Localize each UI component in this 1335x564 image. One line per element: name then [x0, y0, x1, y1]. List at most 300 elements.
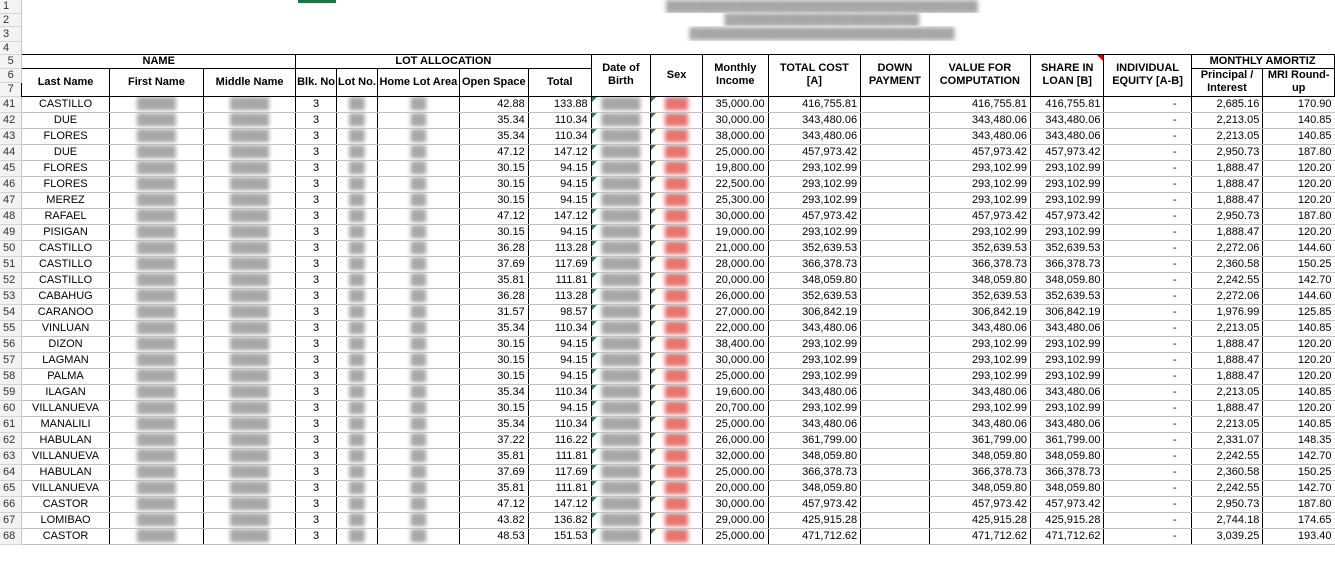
header-value-for-computation[interactable]: VALUE FOR COMPUTATION — [929, 54, 1030, 96]
cell-first-name[interactable] — [109, 432, 203, 448]
cell-date-of-birth[interactable] — [591, 352, 650, 368]
cell-mri-roundup[interactable]: 187.80 — [1263, 144, 1335, 160]
cell-monthly-income[interactable]: 25,300.00 — [703, 192, 769, 208]
cell-date-of-birth[interactable] — [591, 160, 650, 176]
cell-mri-roundup[interactable]: 140.85 — [1263, 112, 1335, 128]
cell-sex[interactable] — [651, 320, 703, 336]
cell-open-space[interactable]: 31.57 — [459, 304, 528, 320]
cell-individual-equity[interactable]: - — [1104, 256, 1191, 272]
cell-last-name[interactable]: PALMA — [22, 368, 109, 384]
cell-down-payment[interactable] — [861, 320, 930, 336]
cell-mri-roundup[interactable]: 120.20 — [1263, 176, 1335, 192]
cell-blk-no[interactable]: 3 — [296, 352, 337, 368]
cell-value-for-computation[interactable]: 293,102.99 — [929, 160, 1030, 176]
cell-share-in-loan[interactable]: 361,799.00 — [1031, 432, 1104, 448]
cell-first-name[interactable] — [109, 304, 203, 320]
cell-total-cost[interactable]: 306,842.19 — [768, 304, 861, 320]
cell-blk-no[interactable]: 3 — [296, 96, 337, 112]
cell-monthly-income[interactable]: 30,000.00 — [703, 112, 769, 128]
cell-lot-no[interactable] — [337, 208, 378, 224]
cell-share-in-loan[interactable]: 425,915.28 — [1031, 512, 1104, 528]
cell-monthly-income[interactable]: 32,000.00 — [703, 448, 769, 464]
cell-total[interactable]: 94.15 — [528, 336, 591, 352]
cell-date-of-birth[interactable] — [591, 96, 650, 112]
cell-value-for-computation[interactable]: 471,712.62 — [929, 528, 1030, 544]
cell-mri-roundup[interactable]: 150.25 — [1263, 464, 1335, 480]
cell-last-name[interactable]: CASTILLO — [22, 256, 109, 272]
cell-sex[interactable] — [651, 528, 703, 544]
cell-down-payment[interactable] — [861, 304, 930, 320]
cell-total[interactable]: 147.12 — [528, 496, 591, 512]
cell-total[interactable]: 113.28 — [528, 240, 591, 256]
cell-value-for-computation[interactable]: 457,973.42 — [929, 496, 1030, 512]
cell-sex[interactable] — [651, 384, 703, 400]
cell-down-payment[interactable] — [861, 496, 930, 512]
cell-mri-roundup[interactable]: 170.90 — [1263, 96, 1335, 112]
cell-value-for-computation[interactable]: 293,102.99 — [929, 352, 1030, 368]
cell-total[interactable]: 117.69 — [528, 464, 591, 480]
cell-mri-roundup[interactable]: 142.70 — [1263, 480, 1335, 496]
cell-last-name[interactable]: ILAGAN — [22, 384, 109, 400]
cell-first-name[interactable] — [109, 480, 203, 496]
cell-mri-roundup[interactable]: 142.70 — [1263, 448, 1335, 464]
cell-sex[interactable] — [651, 400, 703, 416]
cell-value-for-computation[interactable]: 293,102.99 — [929, 336, 1030, 352]
cell-share-in-loan[interactable]: 457,973.42 — [1031, 496, 1104, 512]
cell-monthly-income[interactable]: 26,000.00 — [703, 432, 769, 448]
cell-date-of-birth[interactable] — [591, 480, 650, 496]
cell-value-for-computation[interactable]: 343,480.06 — [929, 384, 1030, 400]
cell-monthly-income[interactable]: 25,000.00 — [703, 368, 769, 384]
cell-lot-no[interactable] — [337, 400, 378, 416]
cell-sex[interactable] — [651, 256, 703, 272]
cell-blk-no[interactable]: 3 — [296, 448, 337, 464]
cell-share-in-loan[interactable]: 348,059.80 — [1031, 480, 1104, 496]
header-middle-name[interactable]: Middle Name — [204, 68, 296, 96]
cell-home-lot-area[interactable] — [377, 272, 459, 288]
cell-share-in-loan[interactable]: 293,102.99 — [1031, 160, 1104, 176]
cell-first-name[interactable] — [109, 496, 203, 512]
cell-monthly-income[interactable]: 22,000.00 — [703, 320, 769, 336]
cell-open-space[interactable]: 47.12 — [459, 208, 528, 224]
cell-lot-no[interactable] — [337, 224, 378, 240]
cell-sex[interactable] — [651, 208, 703, 224]
cell-down-payment[interactable] — [861, 160, 930, 176]
cell-total[interactable]: 94.15 — [528, 400, 591, 416]
cell-middle-name[interactable] — [204, 96, 296, 112]
cell-lot-no[interactable] — [337, 432, 378, 448]
cell-mri-roundup[interactable]: 140.85 — [1263, 128, 1335, 144]
cell-total-cost[interactable]: 457,973.42 — [768, 208, 861, 224]
cell-total[interactable]: 133.88 — [528, 96, 591, 112]
cell-date-of-birth[interactable] — [591, 368, 650, 384]
cell-last-name[interactable]: LAGMAN — [22, 352, 109, 368]
header-individual-equity[interactable]: INDIVIDUAL EQUITY [A-B] — [1104, 54, 1191, 96]
cell-down-payment[interactable] — [861, 336, 930, 352]
cell-lot-no[interactable] — [337, 256, 378, 272]
cell-down-payment[interactable] — [861, 96, 930, 112]
cell-total-cost[interactable]: 343,480.06 — [768, 384, 861, 400]
header-down-payment[interactable]: DOWN PAYMENT — [861, 54, 930, 96]
cell-total[interactable]: 147.12 — [528, 144, 591, 160]
cell-principal-interest[interactable]: 2,685.16 — [1191, 96, 1263, 112]
cell-sex[interactable] — [651, 416, 703, 432]
cell-mri-roundup[interactable]: 187.80 — [1263, 208, 1335, 224]
cell-first-name[interactable] — [109, 176, 203, 192]
cell-share-in-loan[interactable]: 343,480.06 — [1031, 112, 1104, 128]
cell-total-cost[interactable]: 457,973.42 — [768, 144, 861, 160]
cell-first-name[interactable] — [109, 128, 203, 144]
cell-down-payment[interactable] — [861, 512, 930, 528]
cell-lot-no[interactable] — [337, 528, 378, 544]
cell-share-in-loan[interactable]: 457,973.42 — [1031, 144, 1104, 160]
cell-lot-no[interactable] — [337, 112, 378, 128]
cell-share-in-loan[interactable]: 343,480.06 — [1031, 320, 1104, 336]
cell-share-in-loan[interactable]: 293,102.99 — [1031, 336, 1104, 352]
cell-lot-no[interactable] — [337, 384, 378, 400]
cell-open-space[interactable]: 30.15 — [459, 192, 528, 208]
cell-principal-interest[interactable]: 1,888.47 — [1191, 160, 1263, 176]
cell-mri-roundup[interactable]: 150.25 — [1263, 256, 1335, 272]
cell-down-payment[interactable] — [861, 432, 930, 448]
cell-mri-roundup[interactable]: 120.20 — [1263, 160, 1335, 176]
cell-principal-interest[interactable]: 2,950.73 — [1191, 144, 1263, 160]
cell-home-lot-area[interactable] — [377, 496, 459, 512]
cell-first-name[interactable] — [109, 384, 203, 400]
cell-blk-no[interactable]: 3 — [296, 496, 337, 512]
cell-monthly-income[interactable]: 29,000.00 — [703, 512, 769, 528]
cell-lot-no[interactable] — [337, 176, 378, 192]
header-principal-interest[interactable]: Principal / Interest — [1191, 68, 1263, 96]
cell-value-for-computation[interactable]: 306,842.19 — [929, 304, 1030, 320]
cell-open-space[interactable]: 36.28 — [459, 288, 528, 304]
cell-total-cost[interactable]: 343,480.06 — [768, 112, 861, 128]
cell-share-in-loan[interactable]: 293,102.99 — [1031, 192, 1104, 208]
cell-last-name[interactable]: RAFAEL — [22, 208, 109, 224]
cell-middle-name[interactable] — [204, 272, 296, 288]
cell-principal-interest[interactable]: 1,888.47 — [1191, 400, 1263, 416]
cell-total-cost[interactable]: 366,378.73 — [768, 464, 861, 480]
cell-monthly-income[interactable]: 19,800.00 — [703, 160, 769, 176]
cell-date-of-birth[interactable] — [591, 496, 650, 512]
cell-middle-name[interactable] — [204, 448, 296, 464]
cell-sex[interactable] — [651, 464, 703, 480]
cell-individual-equity[interactable]: - — [1104, 432, 1191, 448]
header-share-in-loan[interactable]: SHARE IN LOAN [B] — [1031, 54, 1104, 96]
cell-total[interactable]: 111.81 — [528, 272, 591, 288]
cell-value-for-computation[interactable]: 348,059.80 — [929, 448, 1030, 464]
cell-date-of-birth[interactable] — [591, 384, 650, 400]
cell-lot-no[interactable] — [337, 496, 378, 512]
cell-middle-name[interactable] — [204, 288, 296, 304]
header-blk-no[interactable]: Blk. No — [296, 68, 337, 96]
cell-total-cost[interactable]: 293,102.99 — [768, 336, 861, 352]
cell-value-for-computation[interactable]: 366,378.73 — [929, 256, 1030, 272]
cell-down-payment[interactable] — [861, 176, 930, 192]
cell-open-space[interactable]: 35.81 — [459, 448, 528, 464]
cell-principal-interest[interactable]: 2,213.05 — [1191, 128, 1263, 144]
cell-middle-name[interactable] — [204, 464, 296, 480]
cell-monthly-income[interactable]: 28,000.00 — [703, 256, 769, 272]
cell-individual-equity[interactable]: - — [1104, 288, 1191, 304]
header-open-space[interactable]: Open Space — [459, 68, 528, 96]
cell-individual-equity[interactable]: - — [1104, 96, 1191, 112]
cell-monthly-income[interactable]: 30,000.00 — [703, 352, 769, 368]
cell-last-name[interactable]: VILLANUEVA — [22, 400, 109, 416]
cell-middle-name[interactable] — [204, 496, 296, 512]
cell-mri-roundup[interactable]: 120.20 — [1263, 192, 1335, 208]
cell-individual-equity[interactable]: - — [1104, 176, 1191, 192]
cell-mri-roundup[interactable]: 120.20 — [1263, 352, 1335, 368]
cell-middle-name[interactable] — [204, 528, 296, 544]
cell-sex[interactable] — [651, 224, 703, 240]
cell-down-payment[interactable] — [861, 384, 930, 400]
cell-sex[interactable] — [651, 192, 703, 208]
cell-value-for-computation[interactable]: 457,973.42 — [929, 208, 1030, 224]
cell-share-in-loan[interactable]: 293,102.99 — [1031, 176, 1104, 192]
cell-lot-no[interactable] — [337, 272, 378, 288]
cell-down-payment[interactable] — [861, 128, 930, 144]
cell-first-name[interactable] — [109, 112, 203, 128]
cell-first-name[interactable] — [109, 288, 203, 304]
cell-principal-interest[interactable]: 2,360.58 — [1191, 256, 1263, 272]
cell-middle-name[interactable] — [204, 208, 296, 224]
cell-home-lot-area[interactable] — [377, 208, 459, 224]
cell-down-payment[interactable] — [861, 352, 930, 368]
cell-blk-no[interactable]: 3 — [296, 368, 337, 384]
cell-principal-interest[interactable]: 2,331.07 — [1191, 432, 1263, 448]
cell-open-space[interactable]: 30.15 — [459, 176, 528, 192]
cell-home-lot-area[interactable] — [377, 352, 459, 368]
cell-blk-no[interactable]: 3 — [296, 272, 337, 288]
cell-date-of-birth[interactable] — [591, 272, 650, 288]
cell-individual-equity[interactable]: - — [1104, 272, 1191, 288]
cell-principal-interest[interactable]: 2,242.55 — [1191, 480, 1263, 496]
cell-share-in-loan[interactable]: 306,842.19 — [1031, 304, 1104, 320]
cell-monthly-income[interactable]: 38,000.00 — [703, 128, 769, 144]
cell-last-name[interactable]: HABULAN — [22, 464, 109, 480]
cell-first-name[interactable] — [109, 352, 203, 368]
header-mri-roundup[interactable]: MRI Round-up — [1263, 68, 1335, 96]
cell-home-lot-area[interactable] — [377, 400, 459, 416]
cell-last-name[interactable]: FLORES — [22, 160, 109, 176]
cell-share-in-loan[interactable]: 348,059.80 — [1031, 448, 1104, 464]
cell-blk-no[interactable]: 3 — [296, 160, 337, 176]
cell-down-payment[interactable] — [861, 240, 930, 256]
cell-individual-equity[interactable]: - — [1104, 512, 1191, 528]
cell-value-for-computation[interactable]: 343,480.06 — [929, 112, 1030, 128]
cell-value-for-computation[interactable]: 361,799.00 — [929, 432, 1030, 448]
cell-share-in-loan[interactable]: 293,102.99 — [1031, 352, 1104, 368]
cell-value-for-computation[interactable]: 416,755.81 — [929, 96, 1030, 112]
cell-share-in-loan[interactable]: 457,973.42 — [1031, 208, 1104, 224]
cell-total-cost[interactable]: 416,755.81 — [768, 96, 861, 112]
cell-down-payment[interactable] — [861, 448, 930, 464]
cell-down-payment[interactable] — [861, 224, 930, 240]
cell-date-of-birth[interactable] — [591, 128, 650, 144]
cell-last-name[interactable]: CASTILLO — [22, 96, 109, 112]
cell-lot-no[interactable] — [337, 512, 378, 528]
cell-share-in-loan[interactable]: 348,059.80 — [1031, 272, 1104, 288]
cell-home-lot-area[interactable] — [377, 176, 459, 192]
cell-total-cost[interactable]: 293,102.99 — [768, 192, 861, 208]
cell-monthly-income[interactable]: 30,000.00 — [703, 496, 769, 512]
cell-middle-name[interactable] — [204, 128, 296, 144]
cell-total[interactable]: 110.34 — [528, 112, 591, 128]
cell-last-name[interactable]: HABULAN — [22, 432, 109, 448]
cell-blk-no[interactable]: 3 — [296, 208, 337, 224]
header-monthly-income[interactable]: Monthly Income — [703, 54, 769, 96]
cell-open-space[interactable]: 35.34 — [459, 320, 528, 336]
title-cell[interactable] — [22, 0, 1335, 13]
cell-date-of-birth[interactable] — [591, 512, 650, 528]
cell-lot-no[interactable] — [337, 320, 378, 336]
header-lot-allocation[interactable]: LOT ALLOCATION — [296, 54, 592, 68]
cell-value-for-computation[interactable]: 366,378.73 — [929, 464, 1030, 480]
cell-home-lot-area[interactable] — [377, 288, 459, 304]
cell-individual-equity[interactable]: - — [1104, 368, 1191, 384]
cell-last-name[interactable]: CASTILLO — [22, 272, 109, 288]
cell-home-lot-area[interactable] — [377, 128, 459, 144]
cell-share-in-loan[interactable]: 416,755.81 — [1031, 96, 1104, 112]
header-monthly-amortization[interactable]: MONTHLY AMORTIZ — [1191, 54, 1334, 68]
cell-principal-interest[interactable]: 1,888.47 — [1191, 224, 1263, 240]
cell-sex[interactable] — [651, 336, 703, 352]
cell-total-cost[interactable]: 343,480.06 — [768, 128, 861, 144]
cell-sex[interactable] — [651, 368, 703, 384]
cell-middle-name[interactable] — [204, 160, 296, 176]
cell-total[interactable]: 117.69 — [528, 256, 591, 272]
cell-middle-name[interactable] — [204, 320, 296, 336]
cell-date-of-birth[interactable] — [591, 304, 650, 320]
cell-monthly-income[interactable]: 30,000.00 — [703, 208, 769, 224]
cell-middle-name[interactable] — [204, 416, 296, 432]
cell-middle-name[interactable] — [204, 224, 296, 240]
cell-open-space[interactable]: 48.53 — [459, 528, 528, 544]
cell-first-name[interactable] — [109, 512, 203, 528]
cell-total-cost[interactable]: 425,915.28 — [768, 512, 861, 528]
cell-last-name[interactable]: CASTILLO — [22, 240, 109, 256]
cell-blk-no[interactable]: 3 — [296, 400, 337, 416]
cell-value-for-computation[interactable]: 425,915.28 — [929, 512, 1030, 528]
cell-value-for-computation[interactable]: 293,102.99 — [929, 176, 1030, 192]
cell-open-space[interactable]: 35.34 — [459, 384, 528, 400]
cell-total-cost[interactable]: 348,059.80 — [768, 272, 861, 288]
cell-lot-no[interactable] — [337, 448, 378, 464]
cell-principal-interest[interactable]: 2,950.73 — [1191, 208, 1263, 224]
cell-individual-equity[interactable]: - — [1104, 144, 1191, 160]
cell-open-space[interactable]: 43.82 — [459, 512, 528, 528]
cell-open-space[interactable]: 30.15 — [459, 352, 528, 368]
cell-last-name[interactable]: CASTOR — [22, 496, 109, 512]
cell-total-cost[interactable]: 343,480.06 — [768, 416, 861, 432]
cell-total[interactable]: 111.81 — [528, 480, 591, 496]
cell-sex[interactable] — [651, 96, 703, 112]
cell-individual-equity[interactable]: - — [1104, 528, 1191, 544]
cell-mri-roundup[interactable]: 140.85 — [1263, 384, 1335, 400]
cell-first-name[interactable] — [109, 272, 203, 288]
cell-total-cost[interactable]: 361,799.00 — [768, 432, 861, 448]
cell-sex[interactable] — [651, 144, 703, 160]
cell-sex[interactable] — [651, 128, 703, 144]
cell-home-lot-area[interactable] — [377, 224, 459, 240]
cell-date-of-birth[interactable] — [591, 416, 650, 432]
cell-last-name[interactable]: FLORES — [22, 128, 109, 144]
cell-total[interactable]: 113.28 — [528, 288, 591, 304]
cell-open-space[interactable]: 47.12 — [459, 496, 528, 512]
cell-principal-interest[interactable]: 1,888.47 — [1191, 352, 1263, 368]
cell-total[interactable]: 110.34 — [528, 320, 591, 336]
cell-total-cost[interactable]: 348,059.80 — [768, 448, 861, 464]
cell-share-in-loan[interactable]: 471,712.62 — [1031, 528, 1104, 544]
cell-date-of-birth[interactable] — [591, 448, 650, 464]
cell-blk-no[interactable]: 3 — [296, 176, 337, 192]
cell-sex[interactable] — [651, 176, 703, 192]
cell-date-of-birth[interactable] — [591, 112, 650, 128]
cell-lot-no[interactable] — [337, 160, 378, 176]
cell-lot-no[interactable] — [337, 144, 378, 160]
cell-sex[interactable] — [651, 112, 703, 128]
cell-first-name[interactable] — [109, 416, 203, 432]
cell-individual-equity[interactable]: - — [1104, 128, 1191, 144]
header-first-name[interactable]: First Name — [109, 68, 203, 96]
cell-down-payment[interactable] — [861, 528, 930, 544]
cell-down-payment[interactable] — [861, 192, 930, 208]
cell-sex[interactable] — [651, 288, 703, 304]
cell-first-name[interactable] — [109, 240, 203, 256]
cell-principal-interest[interactable]: 1,976.99 — [1191, 304, 1263, 320]
cell-date-of-birth[interactable] — [591, 432, 650, 448]
cell-mri-roundup[interactable]: 120.20 — [1263, 336, 1335, 352]
cell-open-space[interactable]: 35.81 — [459, 272, 528, 288]
cell-total[interactable]: 147.12 — [528, 208, 591, 224]
cell-open-space[interactable]: 36.28 — [459, 240, 528, 256]
cell-monthly-income[interactable]: 19,000.00 — [703, 224, 769, 240]
cell-value-for-computation[interactable]: 293,102.99 — [929, 192, 1030, 208]
cell-home-lot-area[interactable] — [377, 320, 459, 336]
cell-principal-interest[interactable]: 2,213.05 — [1191, 112, 1263, 128]
cell-open-space[interactable]: 35.34 — [459, 416, 528, 432]
cell-total[interactable]: 98.57 — [528, 304, 591, 320]
cell-first-name[interactable] — [109, 336, 203, 352]
cell-principal-interest[interactable]: 3,039.25 — [1191, 528, 1263, 544]
cell-open-space[interactable]: 30.15 — [459, 368, 528, 384]
cell-mri-roundup[interactable]: 148.35 — [1263, 432, 1335, 448]
cell-middle-name[interactable] — [204, 336, 296, 352]
cell-total[interactable]: 111.81 — [528, 448, 591, 464]
cell-share-in-loan[interactable]: 352,639.53 — [1031, 288, 1104, 304]
cell-total[interactable]: 136.82 — [528, 512, 591, 528]
cell-home-lot-area[interactable] — [377, 368, 459, 384]
cell-value-for-computation[interactable]: 457,973.42 — [929, 144, 1030, 160]
cell-value-for-computation[interactable]: 348,059.80 — [929, 480, 1030, 496]
cell-last-name[interactable]: DUE — [22, 144, 109, 160]
cell-middle-name[interactable] — [204, 368, 296, 384]
cell-sex[interactable] — [651, 480, 703, 496]
cell-first-name[interactable] — [109, 144, 203, 160]
cell-blk-no[interactable]: 3 — [296, 304, 337, 320]
cell-value-for-computation[interactable]: 343,480.06 — [929, 320, 1030, 336]
title-cell[interactable] — [22, 13, 1335, 26]
cell-blk-no[interactable]: 3 — [296, 384, 337, 400]
cell-open-space[interactable]: 37.69 — [459, 256, 528, 272]
cell-individual-equity[interactable]: - — [1104, 448, 1191, 464]
cell-middle-name[interactable] — [204, 112, 296, 128]
cell-principal-interest[interactable]: 1,888.47 — [1191, 176, 1263, 192]
cell-first-name[interactable] — [109, 192, 203, 208]
cell-open-space[interactable]: 35.34 — [459, 128, 528, 144]
cell-last-name[interactable]: LOMIBAO — [22, 512, 109, 528]
